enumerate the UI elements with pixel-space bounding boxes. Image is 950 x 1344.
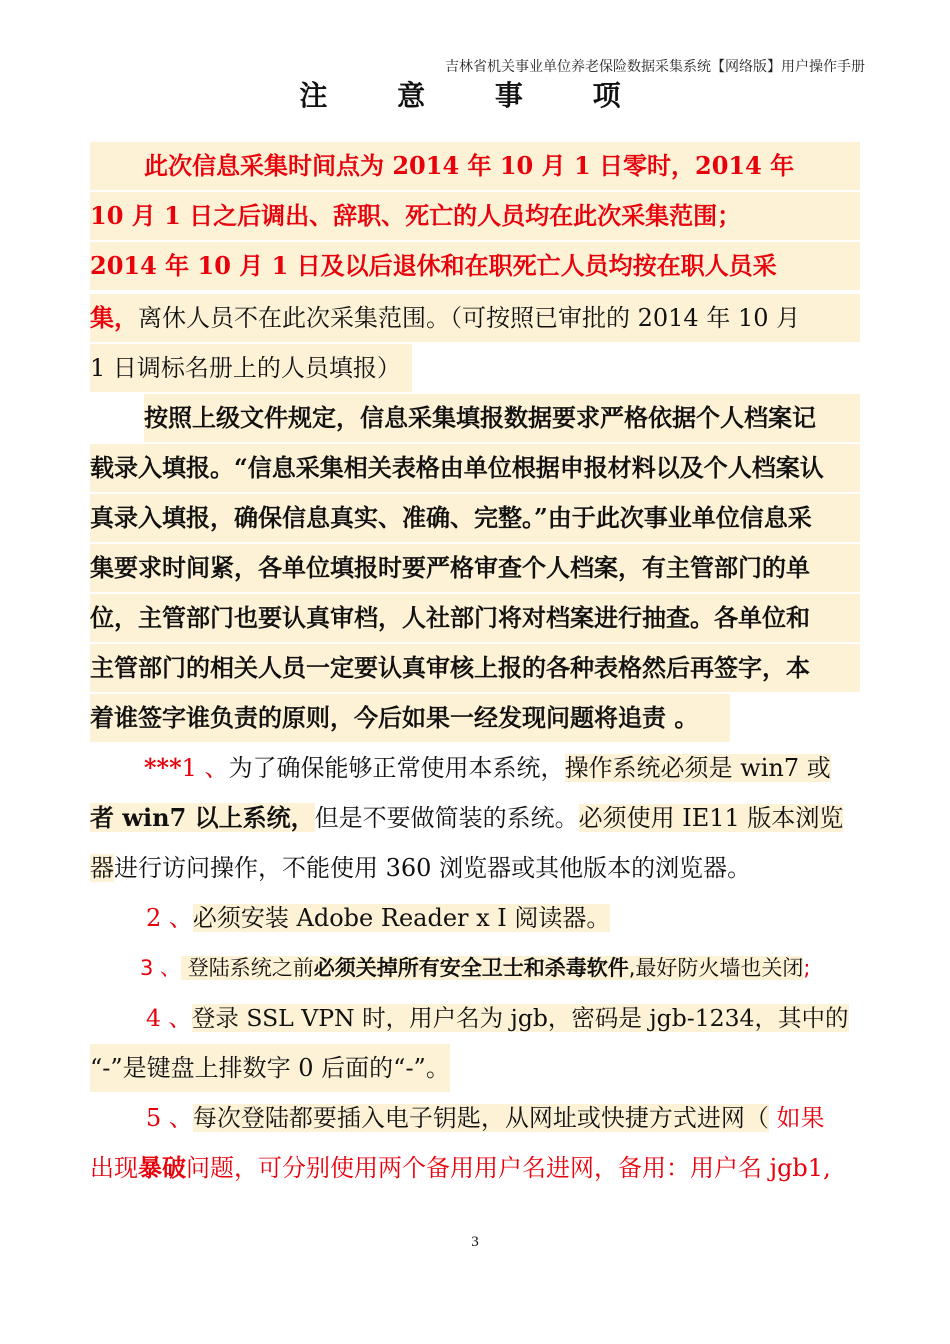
item5-text-b: 如果 [768, 1104, 825, 1132]
item1-text-c: 者 win7 以上系统， [90, 803, 315, 832]
para2-line2: 载录入填报。“信息采集相关表格由单位根据申报材料以及个人档案认 [90, 444, 860, 492]
item1-line2 [90, 794, 843, 842]
item5-text-e: 问题，可分别使用两个备用用户名进网，备用：用户名 jgb1, [186, 1154, 831, 1182]
item1-text-e: 必须使用 IE11 版本浏览 [578, 804, 844, 832]
item2-text: 必须安装 Adobe Reader x I 阅读器。 [192, 904, 611, 932]
item5-text-a: 每次登陆都要插入电子钥匙，从网址或快捷方式进网（ [192, 1104, 769, 1132]
para1-line2: 10 月 1 日之后调出、辞职、死亡的人员均在此次采集范围； [90, 192, 860, 240]
item4-text-l1: 登录 SSL VPN 时，用户名为 jgb，密码是 jgb-1234，其中的 [191, 1004, 849, 1032]
item3-text-c: ,最好防火墙也关闭 [628, 956, 804, 980]
item4-number: 4 、 [146, 1004, 192, 1032]
item3-text-d: ; [803, 956, 811, 980]
item5-line2 [90, 1144, 831, 1192]
item1-text-g: 进行访问操作，不能使用 360 浏览器或其他版本的浏览器。 [114, 854, 752, 882]
item4-line2: “-”是键盘上排数字 0 后面的“-”。 [90, 1044, 450, 1092]
item5-line1 [146, 1094, 825, 1142]
para1-line1: 此次信息采集时间点为 2014 年 10 月 1 日零时，2014 年 [90, 142, 860, 190]
para1-line5: 1 日调标名册上的人员填报） [90, 344, 412, 392]
item1-text-b: 操作系统必须是 win7 或 [564, 754, 831, 782]
item1-line1 [144, 744, 831, 792]
page-number: 3 [471, 1234, 479, 1250]
para1-line4-rest: 离休人员不在此次采集范围。（可按照已审批的 2014 年 10 月 [138, 304, 801, 332]
item1-text-f: 器 [90, 854, 114, 882]
running-header: 吉林省机关事业单位养老保险数据采集系统【网络版】用户操作手册 [445, 59, 865, 75]
item5-text-c: 出现 [90, 1154, 138, 1182]
item1-text-d: 但是不要做简装的系统。 [314, 804, 579, 832]
item3-number: 3 、 [140, 956, 182, 980]
para1-line4-red: 集， [90, 303, 138, 332]
item1-line3 [90, 844, 751, 892]
item1-text-a: 为了确保能够正常使用本系统， [228, 754, 565, 782]
item3-text-b: 必须关掉所有安全卫士和杀毒软件 [313, 956, 629, 980]
item1-stars: *** [144, 753, 182, 782]
note-item-3 [140, 944, 811, 992]
para2-line4: 集要求时间紧，各单位填报时要严格审查个人档案，有主管部门的单 [90, 544, 860, 592]
item5-number: 5 、 [146, 1104, 193, 1132]
para2-line7: 着谁签字谁负责的原则，今后如果一经发现问题将追责 。 [90, 694, 730, 742]
item2-number: 2 、 [146, 904, 193, 932]
para2-line6: 主管部门的相关人员一定要认真审核上报的各种表格然后再签字，本 [90, 644, 860, 692]
item3-text-a: 登陆系统之前 [181, 956, 314, 980]
para2-line1: 按照上级文件规定，信息采集填报数据要求严格依据个人档案记 [144, 394, 860, 442]
item4-line1 [146, 994, 849, 1042]
item1-number: 1 、 [181, 754, 229, 782]
para1-line4 [90, 294, 860, 342]
note-item-2 [146, 894, 610, 942]
para1-line3: 2014 年 10 月 1 日及以后退休和在职死亡人员均按在职人员采 [90, 242, 860, 290]
para2-line5: 位，主管部门也要认真审档，人社部门将对档案进行抽查。各单位和 [90, 594, 860, 642]
page-title: 注 意 事 项 [299, 79, 651, 112]
item5-text-d: 暴破 [138, 1153, 186, 1182]
para2-line3: 真录入填报，确保信息真实、准确、完整。”由于此次事业单位信息采 [90, 494, 860, 542]
